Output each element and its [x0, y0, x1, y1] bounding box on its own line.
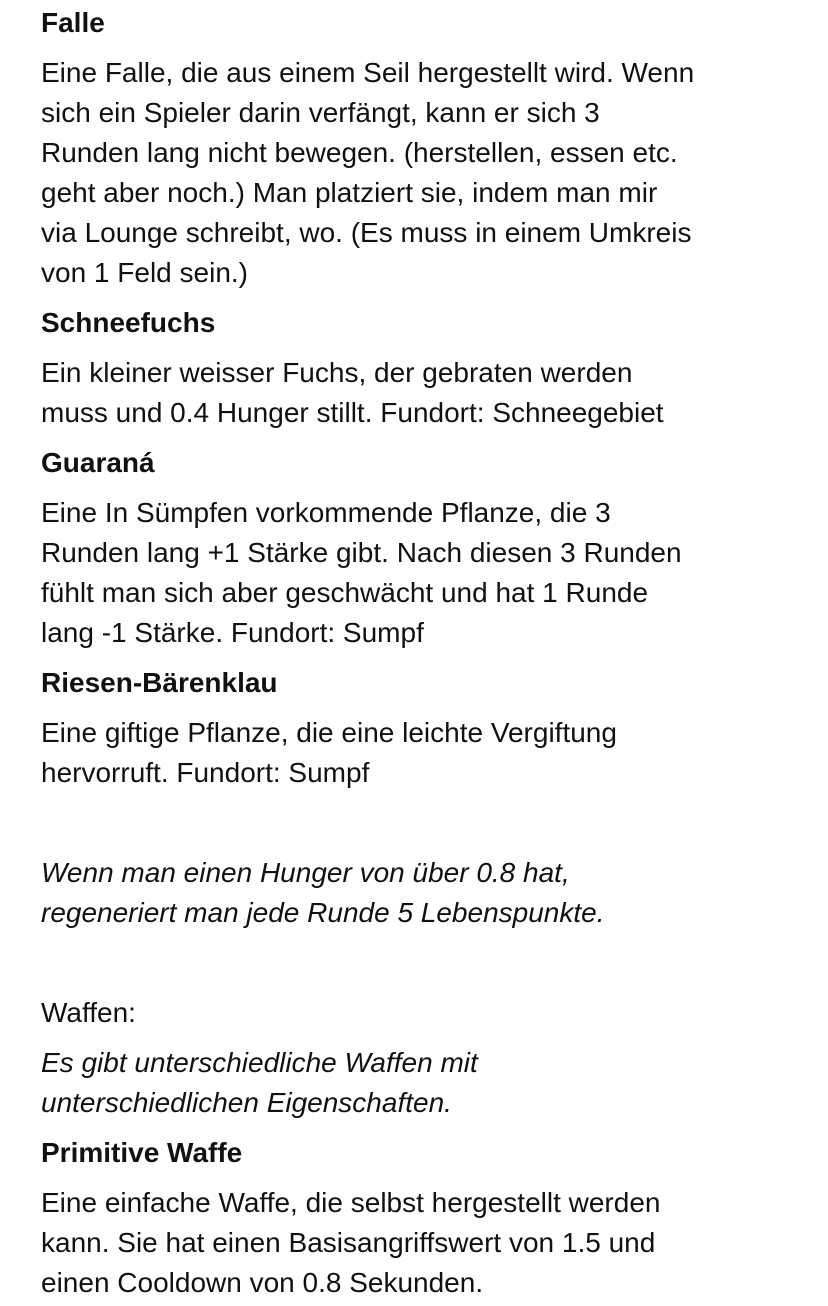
entry-text-line: Eine giftige Pflanze, die eine leichte Vergiftung — [41, 717, 617, 748]
entry-text-line: via Lounge schreibt, wo. (Es muss in einem Umkreis — [41, 217, 692, 248]
hunger-note-line: Wenn man einen Hunger von über 0.8 hat, — [41, 857, 570, 888]
entry-text-line: kann. Sie hat einen Basisangriffswert von 1.5 und — [41, 1227, 656, 1258]
entry-text-line: Eine einfache Waffe, die selbst hergestellt werden — [41, 1187, 661, 1218]
entry-text-line: einen Cooldown von 0.8 Sekunden. — [41, 1267, 484, 1298]
entry-text-line: Runden lang nicht bewegen. (herstellen, essen etc. — [41, 137, 678, 168]
entry-text-line: Runden lang +1 Stärke gibt. Nach diesen 3 Runden — [41, 537, 682, 568]
entry-text-line: hervorruft. Fundort: Sumpf — [41, 757, 370, 788]
entry-text-line: Ein kleiner weisser Fuchs, der gebraten werden — [41, 357, 633, 388]
entry-text-line: Eine Falle, die aus einem Seil hergestellt wird. Wenn — [41, 57, 695, 88]
entry-text-line: fühlt man sich aber geschwächt und hat 1 Runde — [41, 577, 649, 608]
entry-text-line: von 1 Feld sein.) — [41, 257, 248, 288]
entry-text-line: muss und 0.4 Hunger stillt. Fundort: Schneegebiet — [41, 397, 664, 428]
entry-text-line: sich ein Spieler darin verfängt, kann er sich 3 — [41, 97, 600, 128]
entry-title-schneefuchs: Schneefuchs — [41, 307, 216, 338]
entry-text-line: geht aber noch.) Man platziert sie, indem man mir — [41, 177, 658, 208]
entry-text-line: Eine In Sümpfen vorkommende Pflanze, die 3 — [41, 497, 611, 528]
entry-title-riesen-baerenklau: Riesen-Bärenklau — [41, 667, 278, 698]
weapons-heading: Waffen: — [41, 997, 136, 1028]
entry-title-primitive-waffe: Primitive Waffe — [41, 1137, 243, 1168]
entry-title-falle: Falle — [41, 7, 105, 38]
entry-title-guarana: Guaraná — [41, 447, 155, 478]
weapons-note-line: Es gibt unterschiedliche Waffen mit — [41, 1047, 478, 1078]
hunger-note-line: regeneriert man jede Runde 5 Lebenspunkte. — [41, 897, 605, 928]
weapons-note-line: unterschiedlichen Eigenschaften. — [41, 1087, 452, 1118]
entry-text-line: lang -1 Stärke. Fundort: Sumpf — [41, 617, 424, 648]
